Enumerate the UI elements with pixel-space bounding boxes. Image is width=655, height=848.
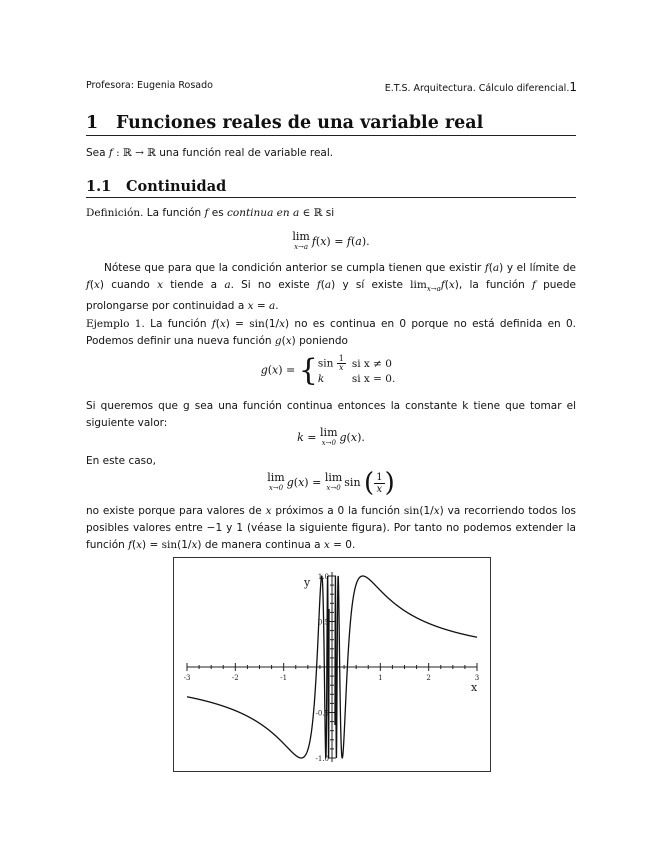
chart-svg [174, 558, 490, 771]
example-t1: La función [144, 318, 212, 330]
subsection-number: 1.1 [86, 178, 112, 195]
remark-t7: , la función [458, 279, 532, 291]
math-f-domain: f [108, 147, 113, 159]
subsection-title-text: Continuidad [126, 178, 227, 195]
example-p4c: va recorriendo todos los posibles valores entre −1 y 1 (véase la siguiente figura). Por tanto no podemos extender la función [86, 505, 577, 551]
x-tick-label: -3 [183, 674, 191, 682]
example-p4: no existe porque para valores de x próximos a 0 la función sin(1/x) va recorriendo todos los posibles valores entre −1 y 1 (véase la siguiente figura). Por tanto no podemos extender la función f(x) = sin(1/x) de manera continua a x = 0. [86, 505, 577, 551]
remark-t4: tiende a [162, 279, 225, 291]
example-label: Ejemplo 1. [86, 318, 145, 330]
remark-t6: y sí existe [335, 279, 411, 291]
y-tick-label: -1.0 [315, 755, 329, 763]
section-title-text: Funciones reales de una variable real [116, 113, 484, 133]
definition-mid: es [208, 207, 227, 219]
limit-sin-equation: lim x→0 g(x) = lim x→0 sin ( $\frac{1}{x}$ ) [267, 468, 395, 498]
remark-t8: puede prolongarse por continuidad a [86, 279, 577, 313]
definition-emph: continua en a [227, 207, 300, 219]
section-title [86, 113, 576, 136]
remark-paragraph: Nótese que para que la condición anterior se cumpla tienen que existir f(a) y el límite de f(x) cuando x tiende a a. Si no existe f(a) y sí existe $\lim_{x\to a}f(x)$, la función f puede prolongarse por continuidad a x = a. [86, 262, 577, 313]
subsection-title [86, 178, 576, 198]
y-tick-label: 0.5 [317, 618, 329, 627]
x-tick-label: 1 [378, 674, 383, 682]
case1-condition: si x ≠ 0 [351, 357, 392, 370]
example-p4a: no existe porque para valores de [86, 505, 266, 517]
y-axis-label: y [304, 576, 311, 589]
section-number: 1 [86, 113, 99, 133]
remark-t3: cuando [104, 279, 158, 291]
limit-equation: lim x→a f(x) = f(a). [292, 230, 370, 251]
page-header-course [385, 80, 577, 94]
x-tick-label: 3 [474, 674, 480, 682]
example-t2: no es continua en 0 porque no está definida en 0. Podemos definir una nueva función [86, 318, 577, 347]
intro-post: una función real de variable real. [155, 147, 334, 159]
example-p4b: próximos a 0 la función [271, 505, 404, 517]
x-axis-label: x [471, 681, 478, 694]
definition-pre: La función [143, 207, 205, 219]
case2-condition: si x = 0. [351, 373, 396, 385]
y-tick-label: 1.0 [317, 573, 329, 581]
example-p2: Si queremos que g sea una función continua entonces la constante k tiene que tomar el siguiente valor: [86, 400, 576, 429]
example-t3: poniendo [295, 335, 348, 347]
definition-label: Definición. [86, 207, 144, 219]
definition-post: si [322, 207, 335, 219]
example-p3: En este caso, [86, 455, 156, 467]
remark-t2: y el límite de [503, 262, 576, 274]
sin-1-over-x-figure [173, 557, 491, 772]
x-tick-label: -1 [280, 674, 288, 682]
example-p4d: de manera continua a [201, 539, 324, 551]
intro-pre: Sea [86, 147, 109, 159]
y-tick-label: -0.5 [315, 709, 329, 718]
header-course-text: E.T.S. Arquitectura. Cálculo diferencial. [384, 83, 570, 94]
k-equation: k = lim x→0 g(x). [297, 426, 365, 447]
definition-paragraph: Definición. La función f es continua en a ∈ ℝ si [86, 207, 335, 219]
page-header-author: Profesora: Eugenia Rosado [86, 80, 213, 91]
example-paragraph: Ejemplo 1. La función f(x) = sin(1/x) no es continua en 0 porque no está definida en 0. Podemos definir una nueva función g(x) poniendo [86, 318, 577, 347]
piecewise-equation: g(x) = { sin $\frac{1}{x}$ si x ≠ 0 k si x = 0. [86, 353, 576, 388]
intro-paragraph: Sea f : ℝ → ℝ una función real de variable real. [86, 147, 334, 159]
x-tick-label: 2 [426, 674, 431, 682]
remark-t5: . Si no existe [230, 279, 317, 291]
remark-t1: Nótese que para que la condición anterior se cumpla tienen que existir [104, 262, 485, 274]
page-number: 1 [569, 80, 577, 94]
x-tick-label: -2 [231, 674, 239, 682]
